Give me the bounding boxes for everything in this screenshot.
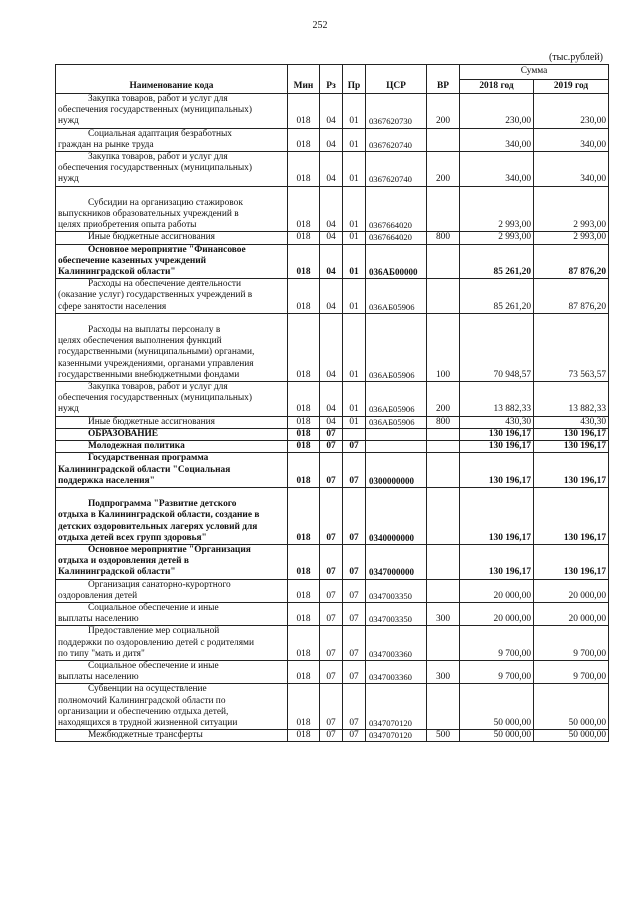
cell-min: 018 xyxy=(288,152,320,187)
cell-rz: 04 xyxy=(320,128,343,151)
cell-y2018: 340,00 xyxy=(460,152,534,187)
cell-name: Иные бюджетные ассигнования xyxy=(56,416,288,428)
table-row xyxy=(56,730,609,742)
cell-vr xyxy=(427,487,460,544)
cell-vr xyxy=(427,279,460,314)
cell-rz: 07 xyxy=(320,602,343,625)
table-row xyxy=(56,626,609,661)
cell-rz: 07 xyxy=(320,579,343,602)
cell-rz: 07 xyxy=(320,453,343,488)
cell-csr: 036АБ05906 xyxy=(366,279,427,314)
table-row xyxy=(56,487,609,544)
cell-rz: 07 xyxy=(320,441,343,453)
cell-csr: 0300000000 xyxy=(366,453,427,488)
cell-y2018: 130 196,17 xyxy=(460,487,534,544)
cell-rz: 07 xyxy=(320,660,343,683)
table-body xyxy=(56,94,609,742)
cell-y2018: 230,00 xyxy=(460,94,534,129)
cell-min: 018 xyxy=(288,186,320,232)
cell-vr xyxy=(427,128,460,151)
cell-y2019: 230,00 xyxy=(534,94,609,129)
cell-vr xyxy=(427,428,460,440)
cell-name: Подпрограмма "Развитие детского отдыха в Калининградской области, создание в детских оздоровительных лагерях условий для отдыха детей всех групп здоровья" xyxy=(56,487,288,544)
cell-pr: 01 xyxy=(343,186,366,232)
cell-pr: 01 xyxy=(343,313,366,381)
cell-min: 018 xyxy=(288,428,320,440)
cell-pr: 07 xyxy=(343,487,366,544)
table-row xyxy=(56,602,609,625)
cell-name: Основное мероприятие "Организация отдыха и оздоровления детей в Калининградской области" xyxy=(56,544,288,579)
cell-pr: 01 xyxy=(343,244,366,279)
cell-y2019: 50 000,00 xyxy=(534,730,609,742)
cell-vr: 200 xyxy=(427,382,460,417)
cell-rz: 04 xyxy=(320,382,343,417)
header-vr: ВР xyxy=(427,65,460,94)
cell-pr: 07 xyxy=(343,660,366,683)
cell-csr: 0347003350 xyxy=(366,579,427,602)
cell-vr: 300 xyxy=(427,602,460,625)
cell-min: 018 xyxy=(288,487,320,544)
cell-pr: 07 xyxy=(343,453,366,488)
cell-min: 018 xyxy=(288,544,320,579)
cell-rz: 04 xyxy=(320,279,343,314)
table-row xyxy=(56,416,609,428)
table-row xyxy=(56,152,609,187)
cell-min: 018 xyxy=(288,232,320,244)
cell-y2019: 73 563,57 xyxy=(534,313,609,381)
cell-csr: 0367664020 xyxy=(366,232,427,244)
cell-y2018: 50 000,00 xyxy=(460,730,534,742)
cell-pr: 01 xyxy=(343,94,366,129)
cell-name: Основное мероприятие "Финансовое обеспечение казенных учреждений Калининградской области" xyxy=(56,244,288,279)
cell-y2018: 13 882,33 xyxy=(460,382,534,417)
cell-min: 018 xyxy=(288,684,320,730)
cell-y2018: 130 196,17 xyxy=(460,453,534,488)
cell-name: Субсидии на организацию стажировок выпускников образовательных учреждений в целях приобретения опыта работы xyxy=(56,186,288,232)
cell-csr: 036АБ05906 xyxy=(366,382,427,417)
table-row xyxy=(56,684,609,730)
cell-rz: 07 xyxy=(320,730,343,742)
cell-csr: 0347003350 xyxy=(366,602,427,625)
cell-y2019: 50 000,00 xyxy=(534,684,609,730)
cell-name: Государственная программа Калининградской области "Социальная поддержка населения" xyxy=(56,453,288,488)
table-row xyxy=(56,128,609,151)
cell-min: 018 xyxy=(288,279,320,314)
cell-vr: 200 xyxy=(427,94,460,129)
cell-y2019: 87 876,20 xyxy=(534,244,609,279)
table-row xyxy=(56,428,609,440)
cell-y2018: 9 700,00 xyxy=(460,626,534,661)
cell-vr: 800 xyxy=(427,232,460,244)
table-row xyxy=(56,579,609,602)
cell-csr: 0367620730 xyxy=(366,94,427,129)
cell-min: 018 xyxy=(288,730,320,742)
cell-name: Социальное обеспечение и иные выплаты населению xyxy=(56,602,288,625)
table-row xyxy=(56,244,609,279)
cell-name: Расходы на выплаты персоналу в целях обеспечения выполнения функций государственными (муниципальными) органами, казенными учреждениями, органами управления государственными внебюджетными фондами xyxy=(56,313,288,381)
cell-pr: 01 xyxy=(343,232,366,244)
cell-vr: 200 xyxy=(427,152,460,187)
cell-vr xyxy=(427,626,460,661)
cell-vr: 100 xyxy=(427,313,460,381)
cell-rz: 04 xyxy=(320,186,343,232)
cell-y2019: 2 993,00 xyxy=(534,186,609,232)
cell-y2018: 9 700,00 xyxy=(460,660,534,683)
cell-y2019: 20 000,00 xyxy=(534,602,609,625)
cell-y2019: 130 196,17 xyxy=(534,441,609,453)
cell-y2019: 130 196,17 xyxy=(534,453,609,488)
cell-vr xyxy=(427,453,460,488)
table-row xyxy=(56,279,609,314)
cell-vr xyxy=(427,684,460,730)
cell-rz: 07 xyxy=(320,487,343,544)
cell-name: Предоставление мер социальной поддержки по оздоровлению детей с родителями по типу "мать и дитя" xyxy=(56,626,288,661)
cell-rz: 07 xyxy=(320,626,343,661)
cell-pr: 01 xyxy=(343,152,366,187)
cell-rz: 04 xyxy=(320,94,343,129)
cell-min: 018 xyxy=(288,602,320,625)
cell-pr: 07 xyxy=(343,579,366,602)
cell-csr: 0367620740 xyxy=(366,128,427,151)
header-rz: Рз xyxy=(320,65,343,94)
cell-csr: 0367620740 xyxy=(366,152,427,187)
table-row xyxy=(56,382,609,417)
cell-min: 018 xyxy=(288,626,320,661)
cell-pr: 07 xyxy=(343,684,366,730)
cell-rz: 07 xyxy=(320,684,343,730)
header-name: Наименование кода xyxy=(56,65,288,94)
cell-y2019: 340,00 xyxy=(534,128,609,151)
cell-min: 018 xyxy=(288,660,320,683)
cell-csr: 0347000000 xyxy=(366,544,427,579)
cell-rz: 07 xyxy=(320,428,343,440)
cell-name: Социальное обеспечение и иные выплаты населению xyxy=(56,660,288,683)
table-row xyxy=(56,94,609,129)
cell-min: 018 xyxy=(288,416,320,428)
cell-name: Иные бюджетные ассигнования xyxy=(56,232,288,244)
cell-pr: 07 xyxy=(343,602,366,625)
cell-name: Закупка товаров, работ и услуг для обеспечения государственных (муниципальных) нужд xyxy=(56,94,288,129)
cell-vr xyxy=(427,579,460,602)
budget-table xyxy=(55,64,609,742)
cell-y2019: 13 882,33 xyxy=(534,382,609,417)
cell-y2019: 9 700,00 xyxy=(534,660,609,683)
cell-y2019: 2 993,00 xyxy=(534,232,609,244)
cell-vr: 300 xyxy=(427,660,460,683)
cell-min: 018 xyxy=(288,453,320,488)
cell-name: Закупка товаров, работ и услуг для обеспечения государственных (муниципальных) нужд xyxy=(56,382,288,417)
cell-name: Закупка товаров, работ и услуг для обеспечения государственных (муниципальных) нужд xyxy=(56,152,288,187)
cell-rz: 04 xyxy=(320,152,343,187)
cell-y2018: 20 000,00 xyxy=(460,602,534,625)
cell-vr: 500 xyxy=(427,730,460,742)
header-csr: ЦСР xyxy=(366,65,427,94)
cell-csr: 0347070120 xyxy=(366,684,427,730)
cell-vr xyxy=(427,441,460,453)
cell-name: ОБРАЗОВАНИЕ xyxy=(56,428,288,440)
cell-rz: 04 xyxy=(320,313,343,381)
cell-name: Организация санаторно-курортного оздоровления детей xyxy=(56,579,288,602)
cell-pr: 01 xyxy=(343,128,366,151)
cell-pr xyxy=(343,428,366,440)
cell-y2018: 70 948,57 xyxy=(460,313,534,381)
cell-csr: 0347003360 xyxy=(366,626,427,661)
cell-y2019: 87 876,20 xyxy=(534,279,609,314)
cell-csr: 0340000000 xyxy=(366,487,427,544)
cell-pr: 07 xyxy=(343,626,366,661)
header-2018: 2018 год xyxy=(460,79,534,94)
cell-y2019: 130 196,17 xyxy=(534,487,609,544)
cell-y2018: 430,30 xyxy=(460,416,534,428)
cell-csr xyxy=(366,428,427,440)
table-row xyxy=(56,186,609,232)
cell-y2018: 85 261,20 xyxy=(460,279,534,314)
cell-csr: 0367664020 xyxy=(366,186,427,232)
header-sum: Сумма xyxy=(460,65,609,80)
cell-y2018: 130 196,17 xyxy=(460,441,534,453)
cell-csr: 0347003360 xyxy=(366,660,427,683)
table-row xyxy=(56,313,609,381)
cell-min: 018 xyxy=(288,441,320,453)
cell-min: 018 xyxy=(288,382,320,417)
cell-rz: 04 xyxy=(320,232,343,244)
cell-min: 018 xyxy=(288,313,320,381)
cell-y2018: 85 261,20 xyxy=(460,244,534,279)
cell-min: 018 xyxy=(288,579,320,602)
page-number: 252 xyxy=(312,20,328,31)
cell-min: 018 xyxy=(288,94,320,129)
cell-y2019: 9 700,00 xyxy=(534,626,609,661)
cell-vr xyxy=(427,244,460,279)
cell-y2019: 340,00 xyxy=(534,152,609,187)
cell-name: Расходы на обеспечение деятельности (оказание услуг) государственных учреждений в сфере занятости населения xyxy=(56,279,288,314)
units-label: (тыс.рублей) xyxy=(548,52,603,63)
cell-min: 018 xyxy=(288,244,320,279)
cell-y2019: 430,30 xyxy=(534,416,609,428)
cell-csr: 036АБ00000 xyxy=(366,244,427,279)
table-row xyxy=(56,441,609,453)
cell-y2019: 20 000,00 xyxy=(534,579,609,602)
cell-rz: 07 xyxy=(320,544,343,579)
cell-name: Молодежная политика xyxy=(56,441,288,453)
cell-y2018: 2 993,00 xyxy=(460,186,534,232)
cell-name: Субвенции на осуществление полномочий Калининградской области по организации и обеспечению отдыха детей, находящихся в трудной жизненной ситуации xyxy=(56,684,288,730)
cell-name: Межбюджетные трансферты xyxy=(56,730,288,742)
cell-pr: 01 xyxy=(343,279,366,314)
cell-pr: 01 xyxy=(343,416,366,428)
header-min: Мин xyxy=(288,65,320,94)
cell-pr: 07 xyxy=(343,730,366,742)
cell-y2018: 50 000,00 xyxy=(460,684,534,730)
cell-name: Социальная адаптация безработных граждан на рынке труда xyxy=(56,128,288,151)
cell-csr: 0347070120 xyxy=(366,730,427,742)
cell-pr: 07 xyxy=(343,544,366,579)
cell-y2018: 340,00 xyxy=(460,128,534,151)
cell-y2018: 130 196,17 xyxy=(460,544,534,579)
cell-pr: 07 xyxy=(343,441,366,453)
header-pr: Пр xyxy=(343,65,366,94)
cell-rz: 04 xyxy=(320,416,343,428)
cell-pr: 01 xyxy=(343,382,366,417)
cell-y2018: 130 196,17 xyxy=(460,428,534,440)
cell-vr xyxy=(427,544,460,579)
cell-y2019: 130 196,17 xyxy=(534,544,609,579)
cell-csr xyxy=(366,441,427,453)
cell-y2019: 130 196,17 xyxy=(534,428,609,440)
cell-y2018: 20 000,00 xyxy=(460,579,534,602)
cell-rz: 04 xyxy=(320,244,343,279)
cell-csr: 036АБ05906 xyxy=(366,313,427,381)
table-row xyxy=(56,660,609,683)
table-row xyxy=(56,544,609,579)
cell-vr: 800 xyxy=(427,416,460,428)
cell-min: 018 xyxy=(288,128,320,151)
table-row xyxy=(56,232,609,244)
table-row xyxy=(56,453,609,488)
header-2019: 2019 год xyxy=(534,79,609,94)
cell-vr xyxy=(427,186,460,232)
cell-csr: 036АБ05906 xyxy=(366,416,427,428)
cell-y2018: 2 993,00 xyxy=(460,232,534,244)
